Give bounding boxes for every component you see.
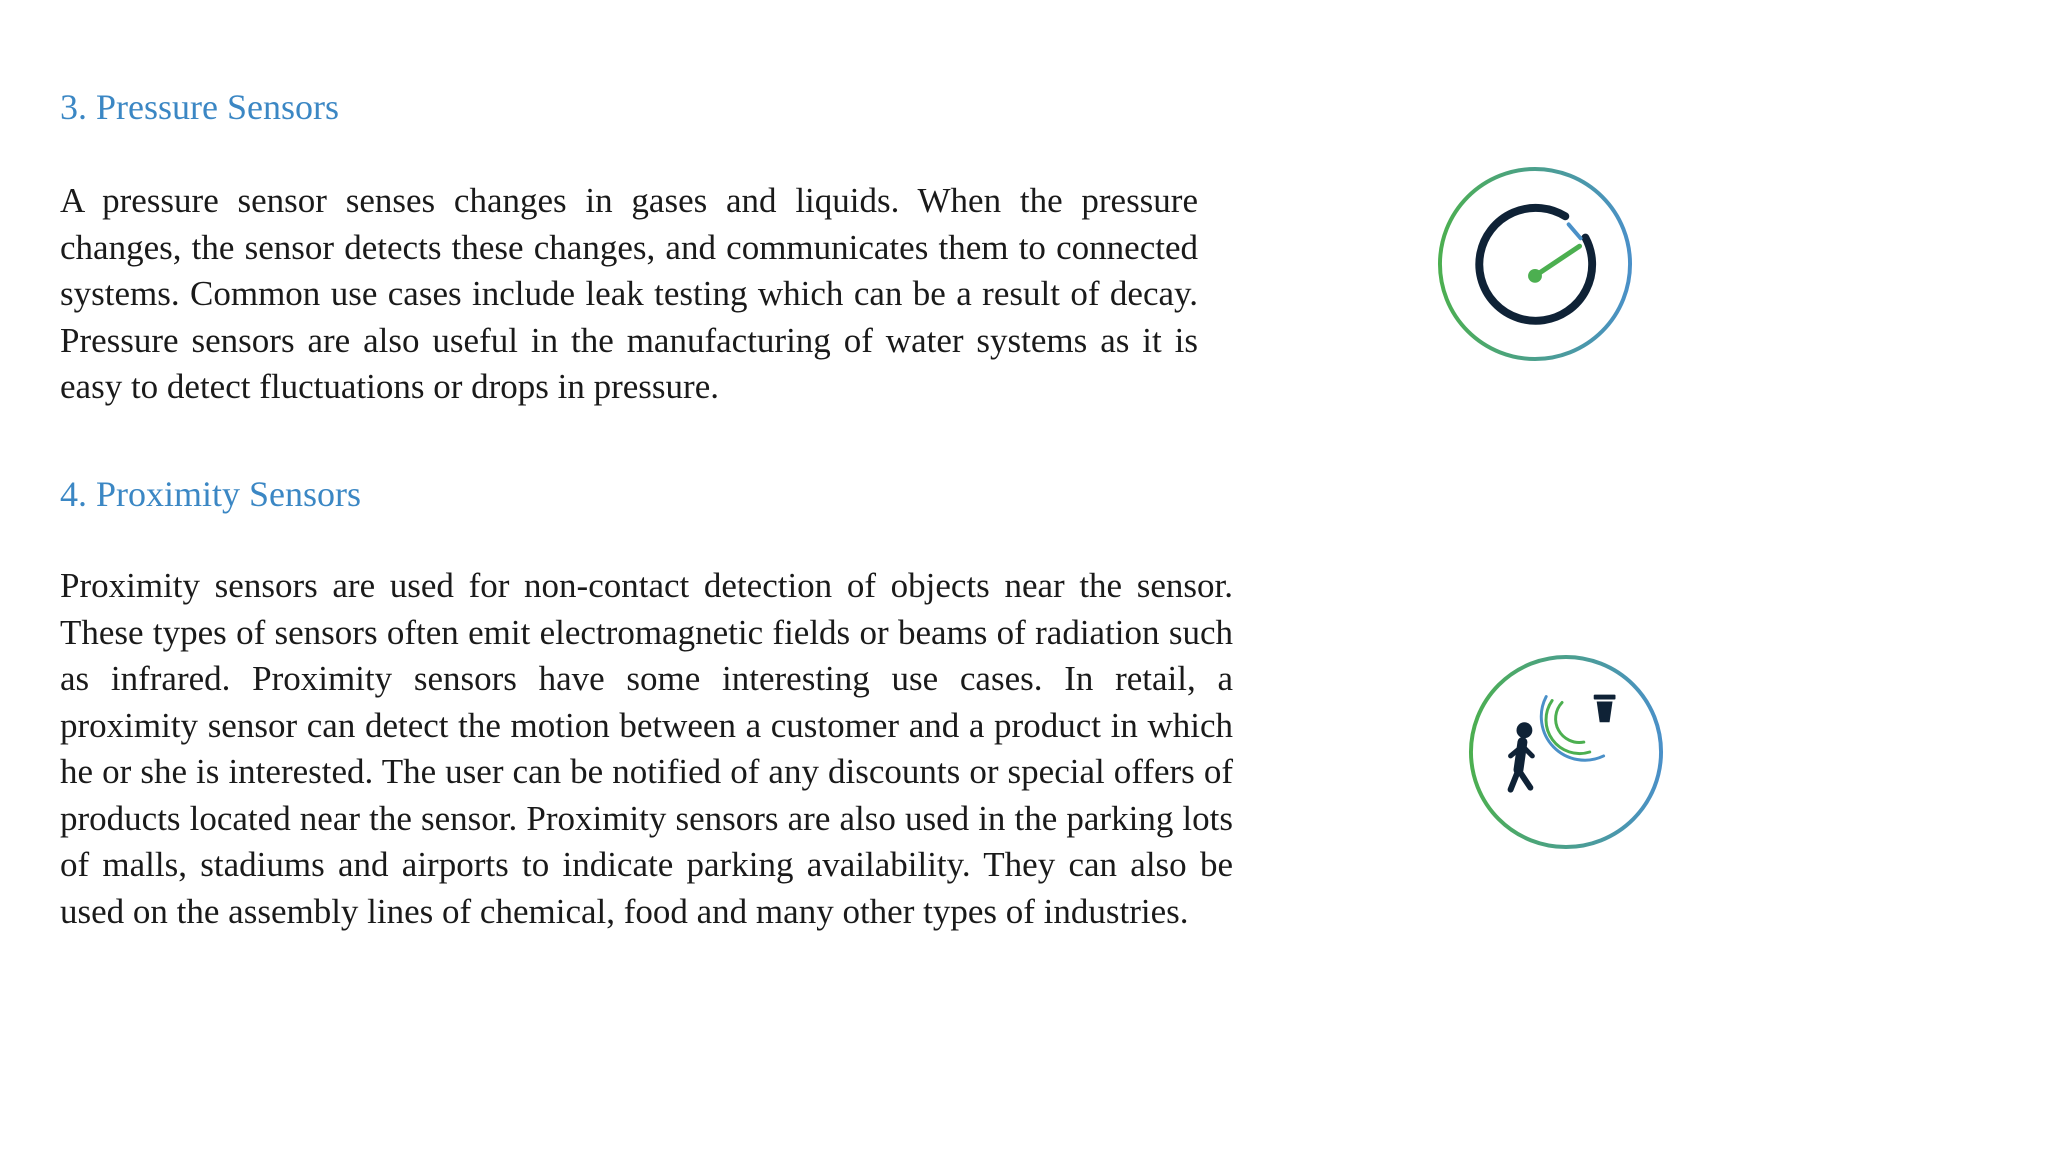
pressure-gauge-icon — [1436, 165, 1634, 363]
proximity-walker-icon — [1467, 653, 1665, 851]
product-cup-icon — [1594, 695, 1616, 723]
gauge-arc-accent — [1569, 224, 1581, 238]
icon-ring — [1440, 169, 1630, 359]
gauge-dial — [1479, 208, 1592, 321]
gauge-pivot — [1528, 269, 1542, 283]
walking-person-icon — [1511, 722, 1533, 789]
section-heading-pressure-sensors: 3. Pressure Sensors — [60, 87, 339, 127]
gauge-needle — [1535, 246, 1580, 276]
section-body-proximity-sensors: Proximity sensors are used for non-contact detection of objects near the sensor. These types of sensors often emit electromagnetic fields or beams of radiation such as infrared. Proximity sensors have some interesting use cases. In retail, a proximity sensor can detect the motion between a customer and a product in which he or she is interested. The user can be notified of any discounts or special offers of products located near the sensor. Proximity sensors are also used in the parking lots of malls, stadiums and airports to indicate parking availability. They can also be used on the assembly lines of chemical, food and many other types of industries. — [60, 566, 1233, 931]
section-heading-proximity-sensors: 4. Proximity Sensors — [60, 474, 362, 514]
section-body-pressure-sensors: A pressure sensor senses changes in gases and liquids. When the pressure changes, the sensor detects these changes, and communicates them to connected systems. Common use cases include leak testing which can be a result of decay. Pressure sensors are also useful in the manufacturing of water systems as it is easy to detect fluctuations or drops in pressure. — [60, 181, 1198, 406]
signal-waves-icon — [1541, 697, 1603, 761]
